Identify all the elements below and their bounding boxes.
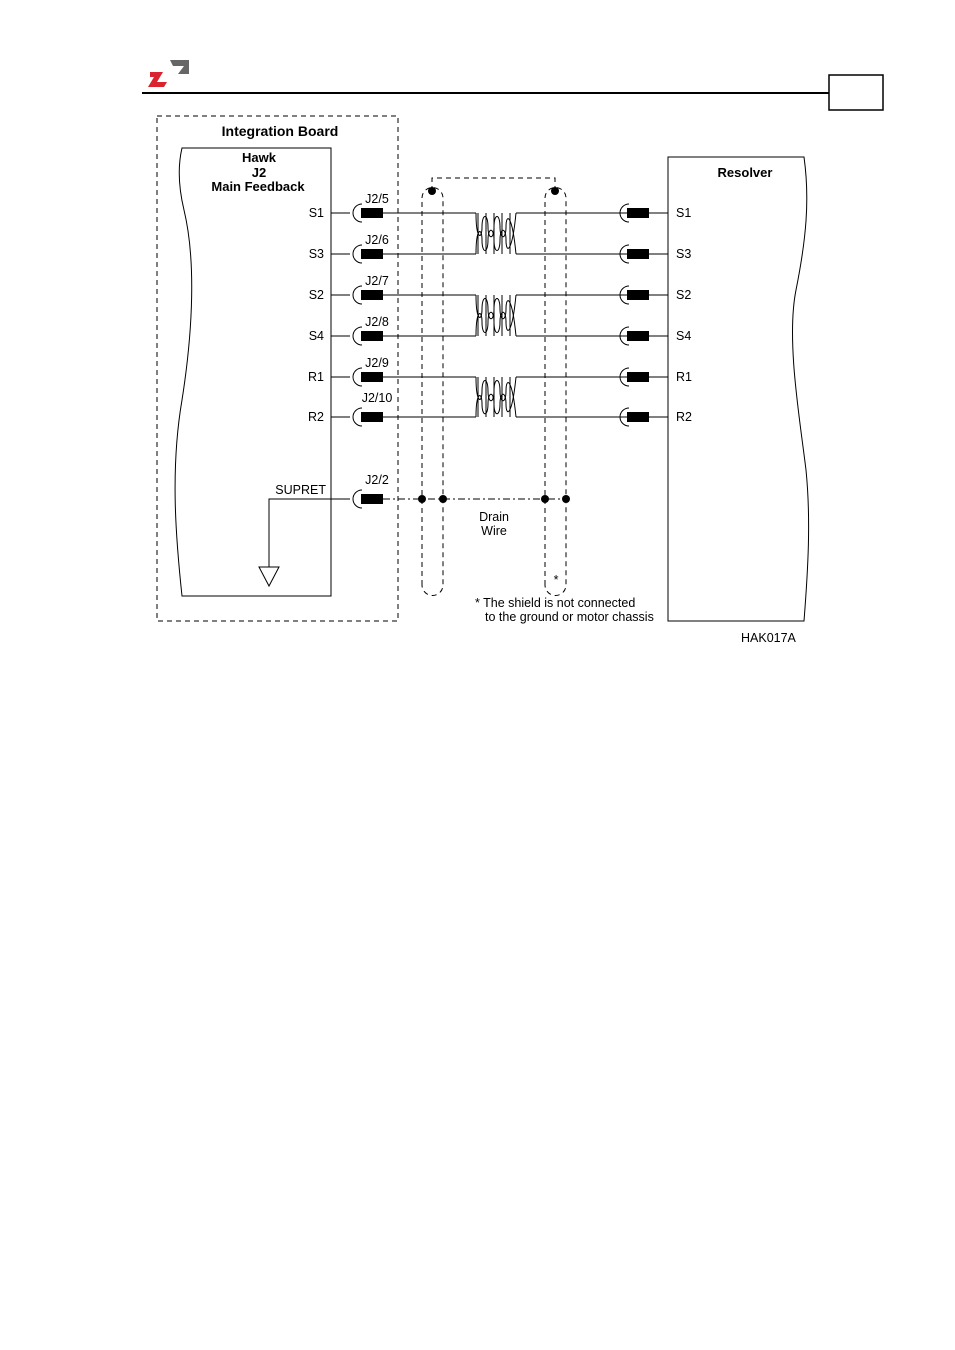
resolver-signal-label: S2 bbox=[676, 288, 692, 302]
supret-row bbox=[259, 473, 570, 586]
hawk-signal-label: S4 bbox=[308, 329, 324, 343]
supret-label: SUPRET bbox=[275, 483, 326, 497]
shield-note: to the ground or motor chassis bbox=[485, 610, 654, 624]
page-number-box bbox=[829, 75, 883, 110]
pin-label: J2/10 bbox=[361, 391, 393, 405]
hawk-signal-label: R2 bbox=[308, 410, 324, 424]
signal-row-2 bbox=[309, 274, 692, 304]
signal-row-4 bbox=[308, 356, 692, 386]
hawk-signal-label: S1 bbox=[308, 206, 324, 220]
ground-icon bbox=[259, 567, 279, 586]
pin-label: J2/2 bbox=[365, 473, 389, 487]
pin-label: J2/9 bbox=[365, 356, 389, 370]
figure-code: HAK017A bbox=[741, 631, 796, 645]
resolver-signal-label: R2 bbox=[676, 410, 692, 424]
hawk-signal-label: R1 bbox=[308, 370, 324, 384]
shield-note: * The shield is not connected bbox=[475, 596, 636, 610]
twisted-pair bbox=[476, 213, 516, 254]
pin-label: J2/6 bbox=[365, 233, 389, 247]
resolver-label: Resolver bbox=[717, 165, 773, 180]
drain-wire-label: Wire bbox=[481, 524, 507, 538]
company-logo-icon bbox=[148, 60, 189, 87]
pin-label: J2/5 bbox=[365, 192, 389, 206]
integration-board-label: Integration Board bbox=[221, 123, 339, 139]
asterisk-marker: * bbox=[553, 573, 559, 587]
resolver-signal-label: R1 bbox=[676, 370, 692, 384]
resolver-signal-label: S3 bbox=[676, 247, 692, 261]
hawk-title: Hawk bbox=[242, 150, 276, 165]
resolver-signal-label: S4 bbox=[676, 329, 692, 343]
pin-label: J2/7 bbox=[365, 274, 389, 288]
resolver-block bbox=[668, 157, 809, 621]
signal-row-0 bbox=[309, 192, 692, 222]
hawk-connector: J2 bbox=[251, 165, 267, 180]
hawk-subtitle: Main Feedback bbox=[211, 179, 305, 194]
resolver-signal-label: S1 bbox=[676, 206, 692, 220]
hawk-signal-label: S2 bbox=[308, 288, 324, 302]
hawk-signal-label: S3 bbox=[308, 247, 324, 261]
pin-label: J2/8 bbox=[365, 315, 389, 329]
twisted-pair bbox=[476, 295, 516, 336]
drain-wire-label: Drain bbox=[479, 510, 509, 524]
twisted-pair bbox=[476, 377, 516, 417]
